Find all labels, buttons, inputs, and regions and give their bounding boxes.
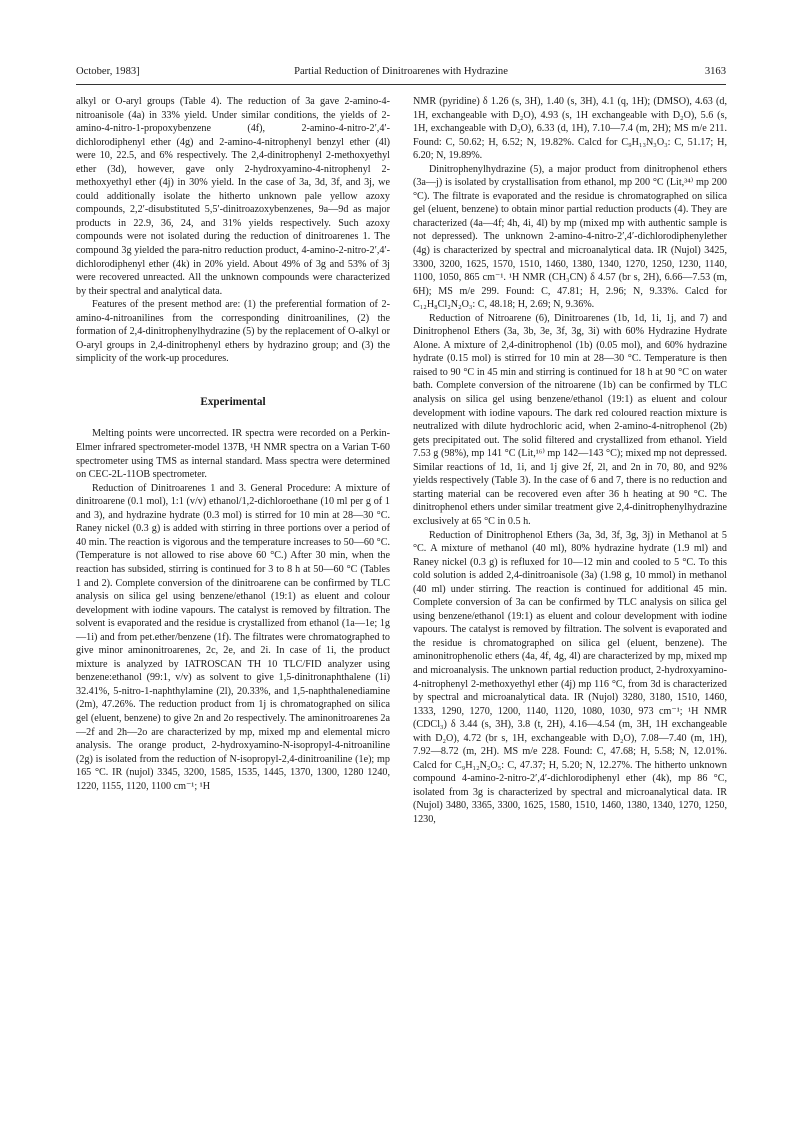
paragraph-dinitrophenylhydrazine: Dinitrophenylhydrazine (5), a major product from dinitrophenol ethers (3a—j) is isolated by crystallisation from ethanol, mp 200 °C (Lit,³⁴⁾ mp 200 °C). The filtrate is evaporated and the residue is chromatographed on silica gel (eluent, benzene) to obtain minor partial reduction products (4). They are characterized (4a—4f; 4h, 4i, 4l) by mp (mixed mp with authentic sample is not depressed). The unknown 2-amino-4-nitro-2′,4′-dichlorodiphenylether (4g) is characterized by spectral and microanalytical data. IR (Nujol) 3425, 3300, 3200, 1625, 1570, 1510, 1460, 1380, 1340, 1270, 1250, 1230, 1140, 1100, 1050, 865 cm⁻¹. ¹H NMR (CH₃CN) δ 4.57 (br s, 2H), 6.66—7.53 (m, 6H); MS m/e 299. Found: C, 47.81; H, 2.96; N, 9.33%. Calcd for C₁₂H₈Cl₂N₂O₃: C, 48.18; H, 2.69; N, 9.36%. (413, 163, 727, 311)
paragraph-hydrazine-hydrate-alone: Reduction of Nitroarene (6), Dinitroarenes (1b, 1d, 1i, 1j, and 7) and Dinitrophenol Ethers (3a, 3b, 3e, 3f, 3g, 3i) with 60% Hydrazine Hydrate Alone. A mixture of 2,4-dinitrophenol (1b) (0.05 mol), and 60% hydrazine hydrate (0.15 mol) is stirred for 10 min at 28—30 °C. Temperature is then raised to 90 °C in 45 min and stirring is continued for 18 h at 90 °C on water bath. Complete conversion of the nitroarene (1b) can be confirmed by TLC analysis on silica gel using benzene/ethanol (19:1) as eluent and colour development with iodine vapours. The dark red coloured reaction mixture is neutralized with dilute hydrochloric acid, when 2-amino-4-nitrophenol (2b) gets precipitated out. The solid filtered and crystallized from ethanol. Yield 7.53 g (98%), mp 141 °C (Lit,¹⁶⁾ mp 142—143 °C); mixed mp not depressed. Similar reactions of 1d, 1i, and 1j give 2f, 2l, and 2n in 70, 80, and 92% yields respectively (Table 3). In the case of 6 and 7, there is no reduction and starting material can be recovered even after 36 h heating at 90 °C. The dinitrophenol ethers under similar treatment give 2,4-dinitrophenylhydrazine exclusively at 65 °C in 0.5 h. (413, 312, 727, 527)
paragraph-features: Features of the present method are: (1) the preferential formation of 2-amino-4-nitroanilines from the corresponding dinitroanilines, (2) the formation of 2,4-dinitrophenylhydrazine (5) by the replacement of O-alkyl or O-aryl groups in 2,4-dinitrophenyl ethers by hydrazino group; and (3) the simplicity of the work-up procedures. (76, 299, 390, 365)
paragraph-general-procedure: Reduction of Dinitroarenes 1 and 3. General Procedure: A mixture of dinitroarene (0.1 mol), 1:1 (v/v) ethanol/1,2-dichloroethane (10 ml per g of 1 and 3), and hydrazine hydrate (0.3 mol) is stirred for 10 min at 28—30 °C. Raney nickel (0.3 g) is added with stirring in three portions over a period of 40 min. The reaction is vigorous and the temperature increases to 50—60 °C. (Temperature is not allowed to rise above 60 °C.) After 30 min, when the reaction has subsided, stirring is continued for 3 to 8 h at 50—60 °C (Tables 1 and 2). Complete conversion of the dinitroarene can be confirmed by TLC analysis on silica gel using benzene/ethanol (19:1) as eluent and colour development with iodine vapours. The catalyst is removed by filtration. The solvent is evaporated and the residue is crystallized from ethanol (1a—1e; 1g—1i) and from pet.ether/benzene (1f). The filtrates were chromatographed to give minor aminonitroarenes, 2c, 2e, and 2i. In case of 1i, the product mixture is analyzed by IATROSCAN TH 10 TLC/FID analyzer using benzene:ethanol (99:1, v/v) as solvent to give 1,5-dinitronaphthalene (1i) 32.41%, 5-nitro-1-naphthylamine (2l), 20.33%, and 1,5-naphthalenediamine (2m), 47.26%. The reduction product from 1j is chromatographed on silica gel (eluent, benzene) to give 2n and 2o respectively. The aminonitroarenes 2a—2f and 2h—2o are characterized by mp, mixed mp and elemental micro analysis. The orange product, 2-hydroxyamino-N-isopropyl-4-nitroaniline (2g) is isolated from the reduction of N-isopropyl-2,4-dinitroaniline (1e); mp 165 °C. IR (nujol) 3345, 3200, 1585, 1535, 1445, 1370, 1300, 1280 1240, 1220, 1155, 1120, 1100 cm⁻¹; ¹H (76, 482, 390, 792)
right-column (413, 95, 727, 827)
page-number: 3163 (704, 66, 726, 77)
left-column (76, 95, 390, 793)
paragraph-nmr-continued: NMR (pyridine) δ 1.26 (s, 3H), 1.40 (s, 3H), 4.1 (q, 1H); (DMSO), 4.63 (d, 1H, exchangeable with D₂O), 4.93 (s, 1H exchangeable with D₂O), 5.6 (s, 1H, exchangeable with D₂O), 6.33 (d, 1H), 7.10—7.4 (m, 2H); MS m/e 211. Found: C, 50.62; H, 6.52; N, 19.82%. Calcd for C₉H₁₃N₃O₃: C, 51.17; H, 6.20; N, 19.89%. (413, 96, 727, 162)
section-heading-experimental: Experimental (200, 395, 266, 408)
running-title: Partial Reduction of Dinitroarenes with Hydrazine (294, 66, 508, 77)
paragraph-instruments: Melting points were uncorrected. IR spectra were recorded on a Perkin-Elmer infrared spectrometer-model 137B, ¹H NMR spectra on a Varian T-60 spectrometer using TMS as internal standard. Mass spectra were determined on CEC-2L-11OB spectrometer. (76, 428, 390, 481)
paragraph-results-continued: alkyl or O-aryl groups (Table 4). The reduction of 3a gave 2-amino-4-nitroanisole (4a) in 33% yield. Under similar conditions, the yields of 2-amino-4-nitro-1-propoxybenzene (4f), 2-amino-4-nitro-2′,4′-dichlorodiphenyl ether (4g) and 2-amino-4-nitrophenyl benzyl ether (4l) were 10, 22.5, and 6% respectively. The 2,4-dinitrophenyl 2-methoxyethyl ether (3d), however, gave only 2-hydroxyamino-4-nitrophenyl 2-methoxyethyl ether (4j) in 30% yield. In the case of 3a, 3d, 3f, and 3j, we could additionally isolate the hitherto unknown pale yellow azoxy compounds, 2,2′-disubstituted 5,5′-dinitroazoxybenzenes, 9a—9d as major products in 22.9, 36, 24, and 31% yields respectively. Such azoxy compounds were not isolated during the reduction of dinitroarenes 1. The compound 3g yielded the para-nitro reduction product, 4-amino-2-nitro-2′,4′-dichlorodiphenyl ether (4k) in 20% yield. About 49% of 3g and 53% of 3j were recovered unreacted. All the unknown compounds were characterized by their spectral and analytical data. (76, 96, 390, 297)
running-header (76, 66, 726, 82)
journal-date: October, 1983] (76, 66, 140, 77)
paragraph-methanol-reduction: Reduction of Dinitrophenol Ethers (3a, 3d, 3f, 3g, 3j) in Methanol at 5 °C. A mixture of methanol (40 ml), 80% hydrazine hydrate (1.9 ml) and Raney nickel (0.3 g) is refluxed for 10—12 min and cooled to 5 °C. To this cold solution is added 2,4-dinitroanisole (3a) (1.98 g, 10 mmol) in methanol (40 ml) under stirring. The reaction is continued for additional 45 min. Complete conversion of 3a can be confirmed by TLC analysis on silica gel using benzene/ethanol (19:1) as eluent and colour development with iodine vapours. The catalyst is removed by filtration. The solvent is evaporated and the residue is chromatographed on silica gel (eluent, benzene). The aminonitrophenolic ethers (4a, 4f, 4g, 4l) are characterized by mp, mixed mp and microanalysis. The unknown partial reduction product, 2-hydroxyamino-4-nitrophenyl 2-methoxyethyl ether (4j) mp 116 °C, from 3d is characterized by spectral and microanalytical data. IR (Nujol) 3280, 3180, 1510, 1460, 1333, 1290, 1270, 1200, 1140, 1120, 1080, 1030, 973 cm⁻¹; ¹H NMR (CDCl₃) δ 3.44 (s, 3H), 3.8 (t, 2H), 4.16—4.54 (m, 3H, 1H exchangeable with D₂O), 4.72 (br s, 1H, exchangeable with D₂O), 7.08—7.40 (m, 1H), 7.92—8.72 (m, 2H). MS m/e 228. Found: C, 47.68; H, 5.58; N, 12.01%. Calcd for C₉H₁₂N₂O₅: C, 47.37; H, 5.20; N, 12.27%. The hitherto unknown compound 4-amino-2-nitro-2′,4′-dichlorodiphenyl ether (4k), mp 86 °C, isolated from 3g is characterized by spectral and microanalytical data. IR (Nujol) 3480, 3365, 3300, 1625, 1580, 1510, 1460, 1380, 1340, 1270, 1250, 1230, (413, 529, 727, 825)
header-rule (76, 84, 726, 85)
